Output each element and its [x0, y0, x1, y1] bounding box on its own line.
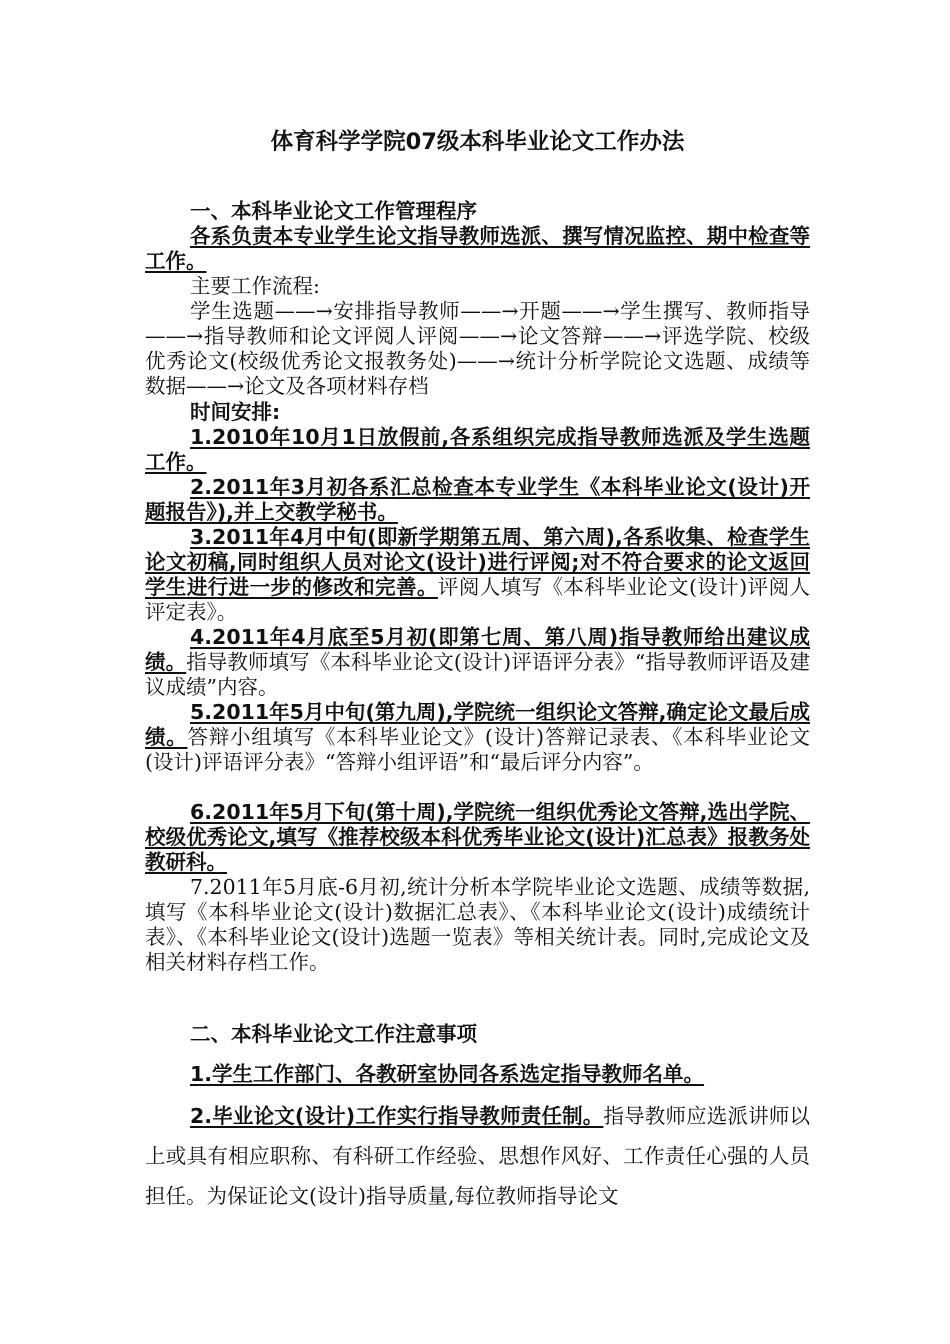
document-title: 体育科学学院07级本科毕业论文工作办法 [270, 129, 685, 155]
schedule-item-2-bold: 2.2011年3月初各系汇总检查本专业学生《本科毕业论文(设计)开题报告》),并上交教学秘书。 [145, 475, 810, 524]
section-2-heading: 二、本科毕业论文工作注意事项 [190, 1022, 477, 1046]
schedule-item-5-rest: 答辩小组填写《本科毕业论文》(设计)答辩记录表、《本科毕业论文(设计)评语评分表》“答辩小组评语”和“最后评分内容”。 [145, 725, 810, 774]
flow-label: 主要工作流程: [190, 274, 320, 298]
schedule-item-2 [145, 475, 810, 525]
section-2-item-2-rest: 指导教师应选派讲师以上或具有相应职称、有科研工作经验、思想作风好、工作责任心强的人员担任。为保证论文(设计)指导质量,每位教师指导论文 [145, 1104, 810, 1208]
section-2-item-2 [145, 1096, 810, 1216]
section-2-item-2-bold: 2.毕业论文(设计)工作实行指导教师责任制。 [190, 1104, 604, 1128]
schedule-item-6-bold: 6.2011年5月下旬(第十周),学院统一组织优秀论文答辩,选出学院、校级优秀论文,填写《推荐校级本科优秀毕业论文(设计)汇总表》报教务处教研科。 [145, 800, 810, 874]
schedule-label: 时间安排: [190, 400, 281, 424]
section-1-lead-text: 各系负责本专业学生论文指导教师选派、撰写情况监控、期中检查等工作。 [145, 224, 810, 273]
section-2-item-1-text: 1.学生工作部门、各教研室协同各系选定指导教师名单。 [190, 1062, 705, 1086]
schedule-item-1 [145, 425, 810, 475]
schedule-item-5-bold: 5.2011年5月中旬(第九周),学院统一组织论文答辩,确定论文最后成绩。 [145, 700, 810, 749]
schedule-item-4-rest: 指导教师填写《本科毕业论文(设计)评语评分表》“指导教师评语及建议成绩”内容。 [145, 650, 810, 699]
schedule-item-3-bold: 3.2011年4月中旬(即新学期第五周、第六周),各系收集、检查学生论文初稿,同时组织人员对论文(设计)进行评阅;对不符合要求的论文返回学生进行进一步的修改和完善。 [145, 525, 810, 599]
schedule-item-7: 7.2011年5月底-6月初,统计分析本学院毕业论文选题、成绩等数据,填写《本科毕业论文(设计)数据汇总表》、《本科毕业论文(设计)成绩统计表》、《本科毕业论文(设计)选题一览表》等相关统计表。同时,完成论文及相关材料存档工作。 [145, 875, 810, 974]
schedule-item-3 [145, 525, 810, 625]
flow-text: 学生选题——→安排指导教师——→开题——→学生撰写、教师指导——→指导教师和论文评阅人评阅——→论文答辩——→评选学院、校级优秀论文(校级优秀论文报教务处)——→统计分析学院论文选题、成绩等数据——→论文及各项材料存档 [145, 299, 810, 398]
section-1-heading: 一、本科毕业论文工作管理程序 [190, 199, 477, 223]
schedule-item-4-bold: 4.2011年4月底至5月初(即第七周、第八周)指导教师给出建议成绩。 [145, 625, 810, 674]
section-2-item-1 [145, 1062, 810, 1087]
schedule-item-3-rest: 评阅人填写《本科毕业论文(设计)评阅人评定表》。 [145, 575, 810, 624]
schedule-item-5 [145, 700, 810, 775]
section-1-lead [145, 224, 810, 274]
schedule-item-1-bold: 1.2010年10月1日放假前,各系组织完成指导教师选派及学生选题工作。 [145, 425, 810, 474]
schedule-item-6 [145, 800, 810, 875]
schedule-item-4 [145, 625, 810, 700]
